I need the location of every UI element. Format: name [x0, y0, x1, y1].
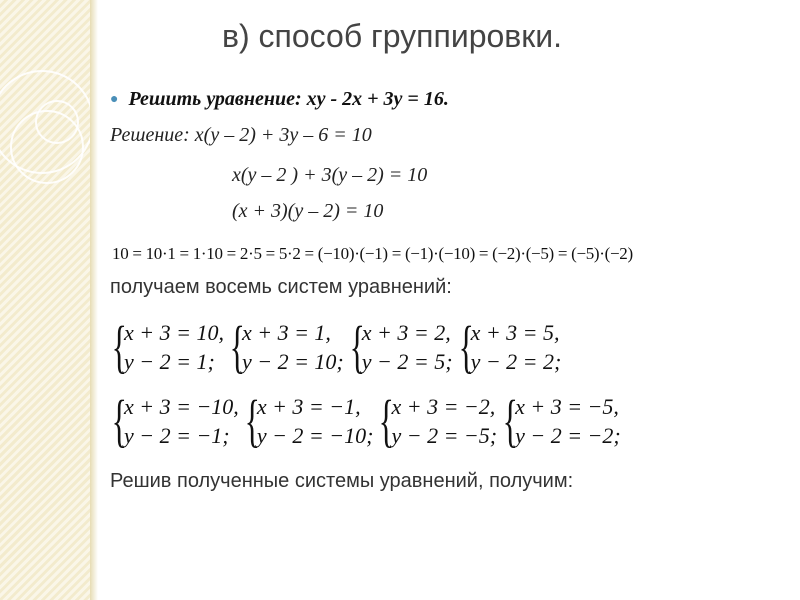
- brace-icon: {: [229, 314, 245, 379]
- equation: x + 3 = 5,: [470, 320, 560, 345]
- brace-icon: {: [244, 388, 260, 453]
- decorative-sidebar: [0, 0, 90, 600]
- equation: y − 2 = 1;: [124, 349, 215, 374]
- equation: y − 2 = −1;: [124, 423, 230, 448]
- slide-title: в) способ группировки.: [222, 18, 563, 54]
- task-text: Решить уравнение: xy - 2x + 3y = 16.: [128, 88, 449, 110]
- brace-icon: {: [111, 314, 127, 379]
- solution-line-1: Решение: x(y – 2) + 3y – 6 = 10: [110, 124, 372, 146]
- sidebar-edge: [90, 0, 98, 600]
- equation: y − 2 = 5;: [361, 349, 453, 374]
- equation: y − 2 = −2;: [515, 423, 621, 448]
- system: [108, 388, 239, 453]
- system: [375, 388, 498, 453]
- systems-row-1: [108, 314, 563, 379]
- equation: x + 3 = 10,: [124, 320, 224, 345]
- equation: y − 2 = −10;: [256, 423, 374, 448]
- task-bullet: [110, 88, 449, 111]
- equation: x + 3 = 1,: [241, 320, 331, 345]
- solution-line-3: (x + 3)(y – 2) = 10: [232, 200, 384, 222]
- equation: x + 3 = 2,: [361, 320, 451, 345]
- equation: x + 3 = −1,: [256, 394, 361, 419]
- equation: y − 2 = 10;: [241, 349, 344, 374]
- equation: x + 3 = −5,: [515, 394, 619, 419]
- equation: y − 2 = 2;: [470, 349, 562, 374]
- equation: x + 3 = −10,: [124, 394, 239, 419]
- eight-systems-text: получаем восемь систем уравнений:: [110, 276, 452, 298]
- system: [455, 314, 562, 379]
- brace-icon: {: [111, 388, 127, 453]
- systems-row-2: [108, 388, 623, 453]
- brace-icon: {: [458, 314, 474, 379]
- brace-icon: {: [502, 388, 519, 453]
- equation: x + 3 = −2,: [391, 394, 496, 419]
- system: [108, 314, 224, 379]
- system: [346, 314, 453, 379]
- decorative-circle: [35, 100, 79, 144]
- conclusion-text: Решив полученные системы уравнений, получим:: [110, 470, 574, 492]
- brace-icon: {: [379, 388, 395, 453]
- brace-icon: {: [349, 314, 365, 379]
- bullet-dot-icon: ●: [110, 92, 119, 107]
- solution-line-2: x(y – 2 ) + 3(y – 2) = 10: [232, 164, 428, 186]
- system: [241, 388, 374, 453]
- system: [499, 388, 621, 453]
- factor-pairs-line: 10 = 10·1 = 1·10 = 2·5 = 5·2 = (−10)·(−1) = (−1)·(−10) = (−2)·(−5) = (−5)·(−2): [112, 244, 633, 263]
- equation: y − 2 = −5;: [391, 423, 498, 448]
- system: [226, 314, 344, 379]
